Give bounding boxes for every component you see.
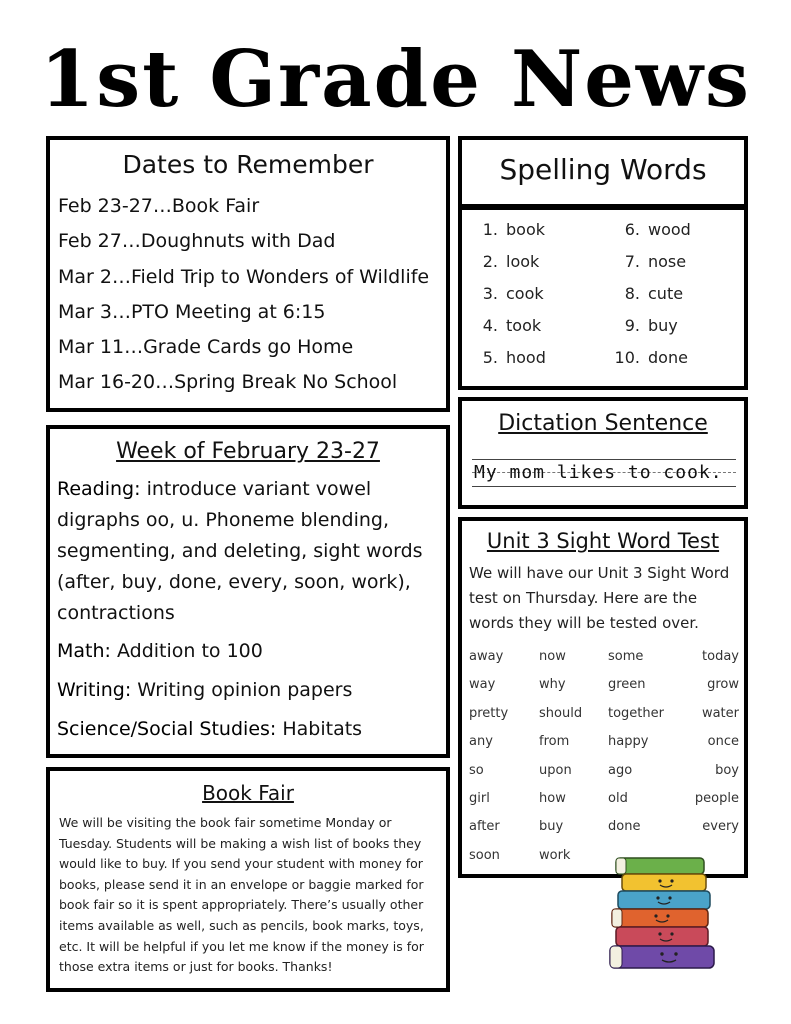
reading-entry: Reading: introduce variant vowel digraphs oo, u. Phoneme blending, segmenting, and deleting, sight words (after, buy, done, every, soon, work), contractions: [57, 478, 423, 624]
date-item: Mar 11…Grade Cards go Home: [58, 336, 354, 359]
writing-entry: Writing: Writing opinion papers: [57, 679, 353, 701]
sight-word-row: after buy done every: [469, 819, 739, 835]
dictation-sentence: My mom likes to cook.: [474, 462, 723, 483]
book-icon: [616, 927, 708, 946]
dates-heading: Dates to Remember: [122, 150, 374, 179]
sight-word-row: soon work: [469, 847, 571, 863]
date-item: Mar 16-20…Spring Break No School: [58, 371, 398, 394]
book-icon: [616, 858, 704, 874]
spelling-word: 2. look: [482, 252, 540, 271]
spelling-column-left: [472, 218, 546, 378]
spelling-list-box: [458, 206, 748, 390]
book-icon: [612, 909, 708, 927]
handwriting-lines: [472, 459, 736, 487]
newsletter-title: 1st Grade News: [40, 34, 751, 125]
week-heading: Week of February 23-27: [116, 439, 380, 464]
fair-text: We will be visiting the book fair sometime Monday or Tuesday. Students will be making a wish list of books they would like to buy. If you send your student with money for books, please send it in an envelope or baggie marked for book fair so it is spent appropriately. There’s usually other items available as well, such as pencils, book marks, toys, etc. It will be helpful if you let me know if the money is for those extra items or just for books. Thanks!: [59, 815, 424, 975]
book-icon: [618, 891, 710, 909]
date-item: Mar 2…Field Trip to Wonders of Wildlife: [58, 265, 430, 288]
sight-intro: We will have our Unit 3 Sight Word test on Thursday. Here are the words they will be tested over.: [469, 564, 730, 632]
sight-word-row: pretty should together water: [469, 705, 739, 721]
sight-word-row: any from happy once: [469, 734, 739, 750]
dictation-section: [458, 397, 748, 509]
spelling-word: 9. buy: [624, 316, 678, 335]
date-item: Feb 23-27…Book Fair: [58, 195, 260, 217]
spelling-heading: Spelling Words: [499, 153, 707, 186]
science-entry: Science/Social Studies: Habitats: [57, 718, 363, 740]
spelling-word: 4. took: [482, 316, 542, 335]
dates-list: [58, 189, 446, 401]
spelling-word: 1. book: [482, 220, 545, 239]
sight-word-grid: [469, 649, 739, 876]
math-entry: Math: Addition to 100: [57, 640, 263, 662]
sight-heading: Unit 3 Sight Word Test: [486, 529, 720, 553]
fair-heading: Book Fair: [202, 781, 294, 805]
spelling-word: 6. wood: [624, 220, 691, 239]
spelling-word: 7. nose: [624, 252, 687, 271]
sight-word-row: way why green grow: [469, 677, 739, 693]
spelling-column-right: [614, 218, 691, 378]
book-icon: [622, 874, 706, 891]
book-fair-section: [46, 767, 450, 992]
sight-word-row: girl how old people: [469, 790, 739, 806]
book-icon: [610, 946, 714, 968]
spelling-heading-box: [458, 136, 748, 208]
date-item: Mar 3…PTO Meeting at 6:15: [58, 300, 326, 323]
date-item: Feb 27…Doughnuts with Dad: [58, 230, 336, 253]
spelling-word: 5. hood: [482, 348, 546, 367]
weekly-plan-section: [46, 425, 450, 758]
dates-to-remember-section: [46, 136, 450, 412]
spelling-word: 10. done: [614, 348, 688, 367]
sight-word-row: away now some today: [469, 649, 739, 664]
sight-word-test-section: [458, 517, 748, 878]
spelling-word: 3. cook: [482, 284, 544, 303]
book-stack-icon: [602, 852, 720, 982]
sight-word-row: so upon ago boy: [469, 762, 739, 778]
spelling-word: 8. cute: [624, 284, 684, 303]
dictation-heading: Dictation Sentence: [498, 411, 708, 436]
